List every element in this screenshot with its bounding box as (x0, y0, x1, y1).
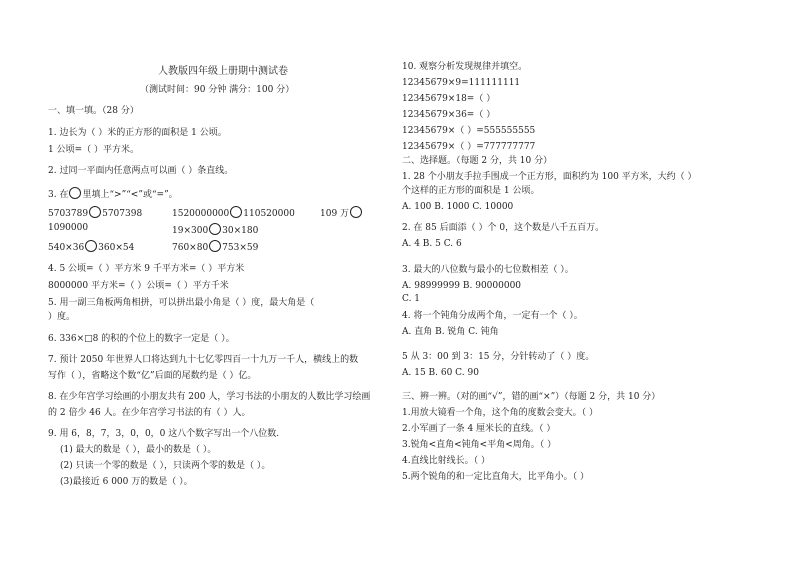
question-9: 9. 用 6，8，7，3，0，0，0 这八个数字写出一个八位数. (48, 429, 280, 439)
question-4b: 8000000 平方米=（ ）公顷=（ ）平方千米 (48, 281, 229, 291)
compare-circle (85, 240, 97, 252)
question-1a: 1. 边长为（ ）米的正方形的面积是 1 公顷。 (48, 128, 227, 138)
compare-circle (350, 206, 362, 218)
question-5-end: ）度。 (48, 312, 76, 322)
question-8b: 的 2 倍少 46 人。在少年宫学习书法的有（ ）人。 (48, 408, 251, 418)
choice-2: 2. 在 85 后面添（ ）个 0，这个数是八千五百万。 (402, 223, 605, 233)
judge-4: 4.直线比射线长。（ ） (402, 456, 490, 466)
choice-3-option-c: C. 1 (402, 294, 421, 304)
q10-line-3: 12345679×36=（ ） (402, 110, 496, 120)
question-7a: 7. 预计 2050 年世界人口将达到九十七亿零四百一十九万一千人，横线上的数 (48, 355, 359, 365)
question-1b: 1 公顷=（ ）平方米。 (48, 145, 139, 155)
judge-2: 2.小军画了一条 4 厘米长的直线。（ ） (402, 424, 556, 434)
question-9-1: (1) 最大的数是（ ），最小的数是（ ）。 (60, 445, 217, 455)
question-3 (48, 187, 178, 201)
question-9-2: (2) 只读一个零的数是（ ），只读两个零的数是（ ）。 (60, 461, 271, 471)
choice-5-options: A. 15 B. 60 C. 90 (402, 368, 479, 378)
compare-circle (230, 206, 242, 218)
q3-left-value: 5703789 (48, 209, 89, 219)
q3-left-value: 19×300 (172, 226, 209, 236)
exam-subtitle: （测试时间：90 分钟 满分：100 分） (140, 85, 295, 95)
q3-right-value: 110520000 (243, 209, 295, 219)
q3-row-1-item-2 (172, 206, 295, 220)
choice-2-options: A. 4 B. 5 C. 6 (402, 239, 462, 249)
question-6: 6. 336×□8 的积的个位上的数字一定是（ ）。 (48, 334, 235, 344)
q3-right-value: 5707398 (102, 209, 143, 219)
choice-1b: 个这样的正方形的面积是 1 公顷。 (402, 186, 540, 196)
choice-3: 3. 最大的八位数与最小的七位数相差（ ）。 (402, 265, 574, 275)
answer-circle (69, 187, 81, 199)
question-3-suffix: 里填上“>”“<”或“=”。 (82, 190, 178, 200)
compare-circle (89, 206, 101, 218)
question-4a: 4. 5 公顷=（ ）平方米 9 千平方米=（ ）平方米 (48, 264, 245, 274)
judge-5: 5.两个锐角的和一定比直角大，比平角小。（ ） (402, 472, 589, 482)
compare-circle (209, 240, 221, 252)
q10-line-4: 12345679×（ ）=555555555 (402, 126, 536, 136)
question-8a: 8. 在少年宫学习绘画的小朋友共有 200 人，学习书法的小朋友的人数比学习绘画 (48, 392, 371, 402)
choice-1a: 1. 28 个小朋友手拉手围成一个正方形，面积约为 100 平方米，大约（ ） (402, 172, 697, 182)
exam-title: 人教版四年级上册期中测试卷 (158, 66, 288, 77)
q3-row-3-item-2 (172, 240, 258, 254)
q3-left-value: 1520000000 (172, 209, 230, 219)
question-7b: 写作（ ），省略这个数“亿”后面的尾数约是（ ）亿。 (48, 371, 257, 381)
judge-3: 3.锐角<直角<钝角<平角<周角。（ ） (402, 440, 557, 450)
section-3-heading: 三、辨一辨。（对的画“√”，错的画“×”）（每题 2 分，共 10 分） (402, 392, 661, 402)
question-10: 10. 观察分析发现规律并填空。 (402, 62, 528, 72)
section-2-heading: 二、选择题。（每题 2 分，共 10 分） (402, 156, 553, 166)
q3-left-value: 109 万 (320, 209, 350, 219)
choice-4: 4. 将一个钝角分成两个角，一定有一个（ ）。 (402, 311, 583, 321)
q3-right-value: 30×180 (222, 226, 259, 236)
q3-row-1-item-1 (48, 206, 142, 220)
q10-line-1: 12345679×9=111111111 (402, 78, 521, 88)
question-3-prefix: 3. 在 (48, 190, 69, 200)
question-9-3: (3)最接近 6 000 万的数是（ ）。 (60, 477, 193, 487)
q3-row-1-item-3 (320, 206, 363, 220)
choice-4-options: A. 直角 B. 锐角 C. 钝角 (402, 327, 499, 337)
choice-3-options: A. 98999999 B. 90000000 (402, 281, 522, 291)
q10-line-2: 12345679×18=（ ） (402, 94, 496, 104)
q3-row-3-item-1 (48, 240, 134, 254)
q3-left-value: 540×36 (48, 243, 85, 253)
q3-row-2-item-1: 1090000 (48, 223, 89, 233)
q3-right-value: 753×59 (222, 243, 259, 253)
choice-5: 5 从 3：00 到 3：15 分，分针转动了（ ）度。 (402, 352, 595, 362)
question-5: 5. 用一副三角板两角相拼，可以拼出最小角是（ ）度，最大角是（ (48, 298, 315, 308)
section-1-heading: 一、填一填。（28 分） (48, 106, 139, 116)
judge-1: 1.用放大镜看一个角，这个角的度数会变大。（ ） (402, 408, 598, 418)
q3-left-value: 760×80 (172, 243, 209, 253)
choice-1-options: A. 100 B. 1000 C. 10000 (402, 202, 514, 212)
q10-line-5: 12345679×（ ）=777777777 (402, 142, 536, 152)
question-2: 2. 过同一平面内任意两点可以画（ ）条直线。 (48, 166, 234, 176)
compare-circle (209, 223, 221, 235)
q3-row-2-item-2 (172, 223, 258, 237)
q3-right-value: 360×54 (98, 243, 135, 253)
